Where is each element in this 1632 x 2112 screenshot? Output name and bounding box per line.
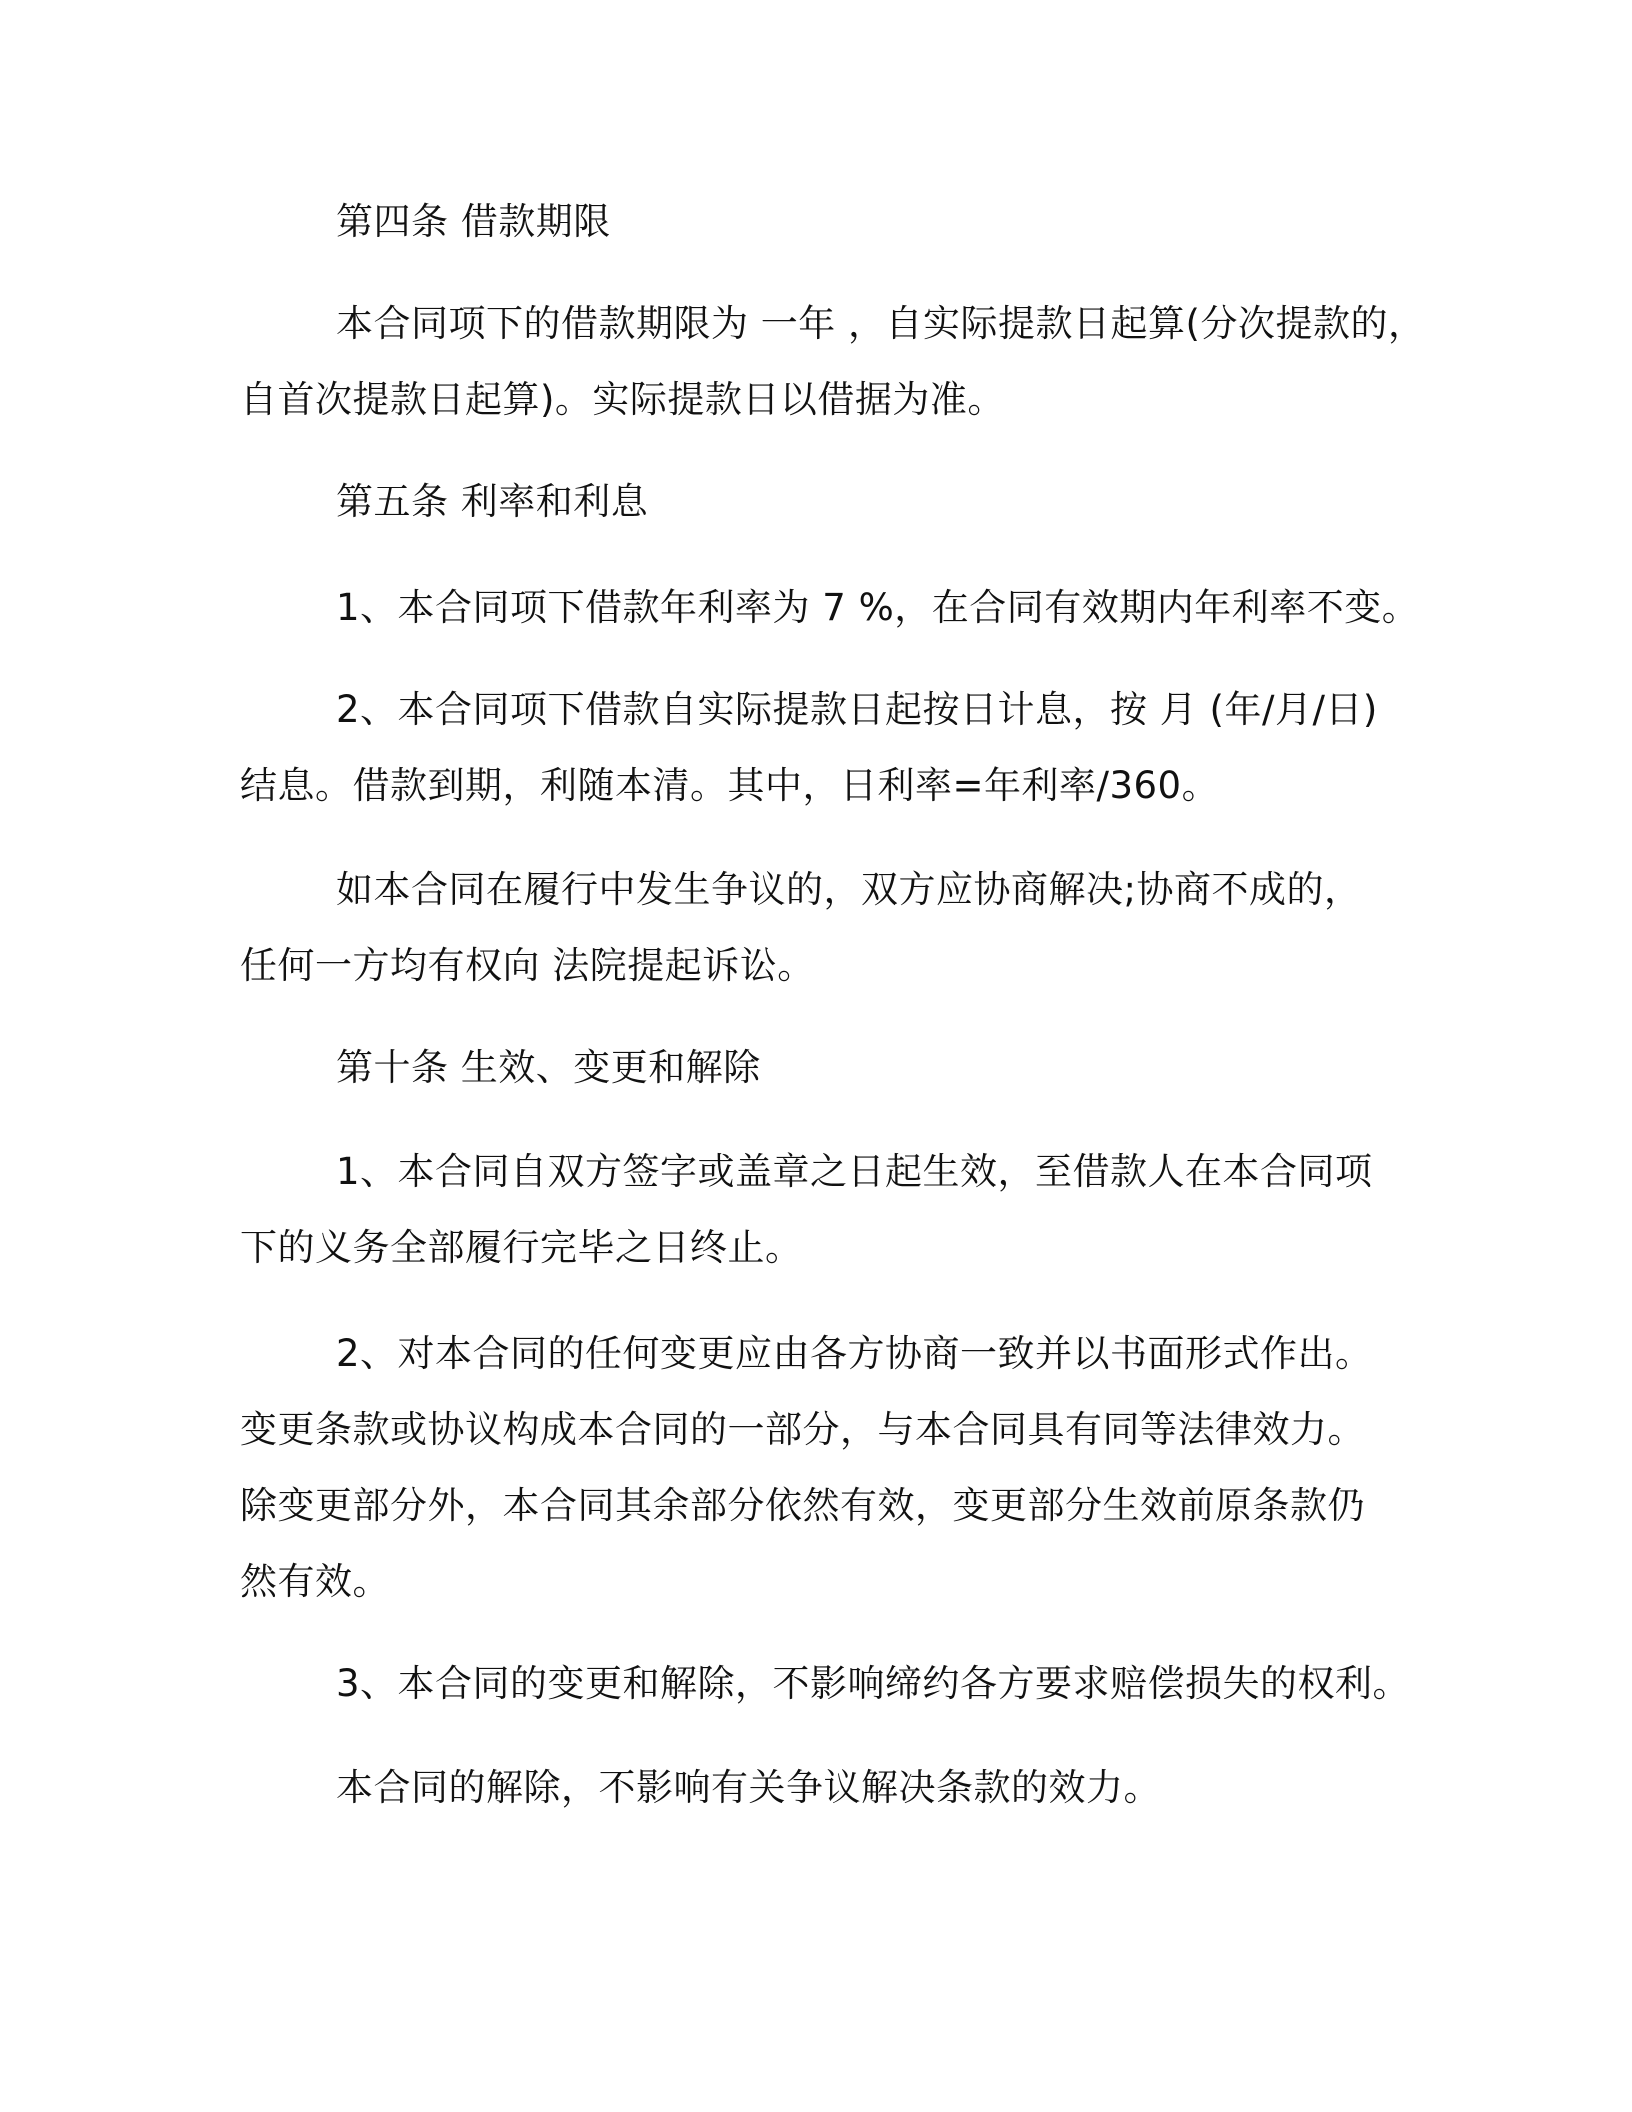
text-line: 本合同的解除，不影响有关争议解决条款的效力。 — [336, 1766, 1161, 1809]
article-5-heading — [240, 464, 1420, 540]
text-line: 如本合同在履行中发生争议的，双方应协商解决;协商不成的， — [336, 868, 1362, 911]
text-line: 自首次提款日起算)。实际提款日以借据为准。 — [240, 378, 1005, 421]
text-line: 第五条 利率和利息 — [336, 480, 649, 523]
article-10-heading — [240, 1030, 1420, 1106]
article-4-heading — [240, 184, 1420, 260]
article-10-item-3 — [240, 1646, 1420, 1722]
text-line: 变更条款或协议构成本合同的一部分，与本合同具有同等法律效力。 — [240, 1408, 1365, 1451]
text-line: 1、本合同自双方签字或盖章之日起生效，至借款人在本合同项 — [336, 1150, 1373, 1193]
article-4-body — [240, 286, 1426, 438]
text-line: 第四条 借款期限 — [336, 200, 611, 243]
text-line: 第十条 生效、变更和解除 — [336, 1046, 761, 1089]
text-line: 2、对本合同的任何变更应由各方协商一致并以书面形式作出。 — [336, 1332, 1373, 1375]
text-line: 下的义务全部履行完毕之日终止。 — [240, 1226, 803, 1269]
text-line: 结息。借款到期，利随本清。其中，日利率=年利率/360。 — [240, 764, 1220, 807]
article-5-item-1 — [240, 570, 1420, 646]
text-line: 3、本合同的变更和解除，不影响缔约各方要求赔偿损失的权利。 — [336, 1662, 1411, 1705]
article-10-item-2 — [240, 1316, 1420, 1620]
text-line: 除变更部分外，本合同其余部分依然有效，变更部分生效前原条款仍 — [240, 1484, 1365, 1527]
text-line: 任何一方均有权向 法院提起诉讼。 — [240, 944, 815, 987]
article-10-item-1 — [240, 1134, 1420, 1286]
article-5-item-2 — [240, 672, 1420, 824]
text-line: 2、本合同项下借款自实际提款日起按日计息，按 月 (年/月/日) — [336, 688, 1378, 731]
text-line: 然有效。 — [240, 1560, 390, 1603]
dispute-clause — [240, 852, 1420, 1004]
text-line: 本合同项下的借款期限为 一年 ，自实际提款日起算(分次提款的， — [336, 302, 1426, 345]
text-line: 1、本合同项下借款年利率为 7 %，在合同有效期内年利率不变。 — [336, 586, 1420, 629]
article-10-item-3-continuation — [240, 1750, 1420, 1826]
